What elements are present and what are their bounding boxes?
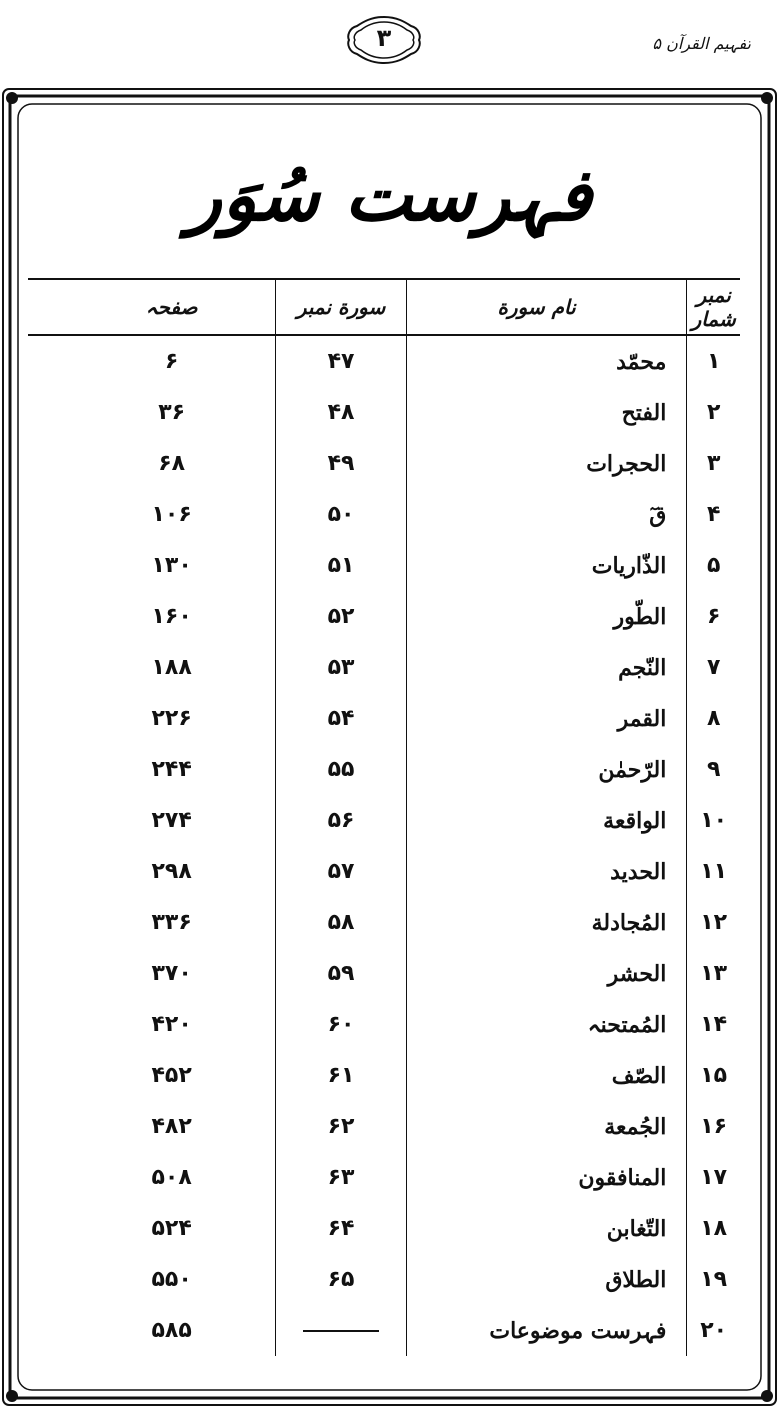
page-number-cell: ۵۲۴ xyxy=(151,1216,192,1241)
table-row xyxy=(28,1203,740,1254)
surah-name-cell: التّغابن xyxy=(406,1203,687,1254)
surah-number-cell: ۶۴ xyxy=(276,1203,406,1254)
page-number-cell: ۵۸۵ xyxy=(151,1318,192,1343)
surah-number-cell: ۵۹ xyxy=(276,948,406,999)
running-header: تفہیم القرآن ۵ xyxy=(652,34,751,53)
surah-name-cell: محمّد xyxy=(406,335,687,387)
table-row xyxy=(28,795,740,846)
surah-index-table xyxy=(28,278,740,1356)
page-number-medallion xyxy=(345,14,423,66)
serial-cell: ۱۳ xyxy=(687,948,740,999)
table-row xyxy=(28,540,740,591)
table-row xyxy=(28,387,740,438)
serial-cell: ۷ xyxy=(687,642,740,693)
serial-cell: ۴ xyxy=(687,489,740,540)
surah-number-cell: ۵۲ xyxy=(276,591,406,642)
surah-number-cell: ۵۴ xyxy=(276,693,406,744)
surah-number-cell: ۵۶ xyxy=(276,795,406,846)
surah-name-cell: الحدید xyxy=(406,846,687,897)
page-number: ۳ xyxy=(376,24,392,52)
page-number-cell: ۱۳۰ xyxy=(151,553,192,578)
surah-number-cell: ۴۹ xyxy=(276,438,406,489)
surah-name-cell: المنافقون xyxy=(406,1152,687,1203)
page-number-cell: ۵۰۸ xyxy=(151,1165,192,1190)
table-row xyxy=(28,948,740,999)
surah-number-cell: ۵۰ xyxy=(276,489,406,540)
serial-cell: ۱۲ xyxy=(687,897,740,948)
surah-number-cell xyxy=(276,1305,406,1356)
column-header-surah-number: سورة نمبر xyxy=(276,279,406,335)
table-row xyxy=(28,335,740,387)
surah-number-cell: ۵۱ xyxy=(276,540,406,591)
surah-name-cell: النّجم xyxy=(406,642,687,693)
surah-number-cell: ۶۳ xyxy=(276,1152,406,1203)
page-number-cell: ۳۶ xyxy=(158,400,186,425)
serial-cell: ۱۱ xyxy=(687,846,740,897)
page-number-cell: ۱۸۸ xyxy=(151,655,192,680)
serial-cell: ۱ xyxy=(687,335,740,387)
surah-number-cell: ۶۱ xyxy=(276,1050,406,1101)
serial-cell: ۶ xyxy=(687,591,740,642)
serial-cell: ۱۰ xyxy=(687,795,740,846)
serial-cell: ۱۹ xyxy=(687,1254,740,1305)
page-number-cell: ۱۶۰ xyxy=(151,604,192,629)
page-number-cell: ۴۵۲ xyxy=(151,1063,192,1088)
page-number-cell: ۴۸۲ xyxy=(151,1114,192,1139)
surah-name-cell: الواقعة xyxy=(406,795,687,846)
table-row xyxy=(28,1152,740,1203)
table-row xyxy=(28,489,740,540)
surah-number-cell: ۶۲ xyxy=(276,1101,406,1152)
table-row xyxy=(28,591,740,642)
page-number-cell: ۲۴۴ xyxy=(151,757,192,782)
column-header-page: صفحہ xyxy=(28,279,276,335)
page-number-cell: ۳۳۶ xyxy=(151,910,192,935)
serial-cell: ۲۰ xyxy=(687,1305,740,1356)
empty-dash xyxy=(303,1330,379,1332)
page-number-cell: ۴۲۰ xyxy=(151,1012,192,1037)
surah-name-cell: الرّحمٰن xyxy=(406,744,687,795)
column-header-surah-name: نام سورة xyxy=(406,279,687,335)
surah-name-cell: الفتح xyxy=(406,387,687,438)
table-row xyxy=(28,999,740,1050)
surah-number-cell: ۵۵ xyxy=(276,744,406,795)
serial-cell: ۱۶ xyxy=(687,1101,740,1152)
surah-name-cell: الطّور xyxy=(406,591,687,642)
surah-number-cell: ۵۷ xyxy=(276,846,406,897)
surah-name-cell: فہرست موضوعات xyxy=(406,1305,687,1356)
surah-name-cell: الحشر xyxy=(406,948,687,999)
table-header-row xyxy=(28,279,740,335)
page-number-cell: ۱۰۶ xyxy=(151,502,192,527)
serial-cell: ۱۸ xyxy=(687,1203,740,1254)
surah-name-cell: القمر xyxy=(406,693,687,744)
page-number-cell: ۳۷۰ xyxy=(151,961,192,986)
surah-number-cell: ۵۳ xyxy=(276,642,406,693)
table-row xyxy=(28,438,740,489)
serial-cell: ۵ xyxy=(687,540,740,591)
page-number-cell: ۲۷۴ xyxy=(151,808,192,833)
table-row xyxy=(28,642,740,693)
column-header-serial: نمبر شمار xyxy=(687,279,740,335)
page-number-cell: ۲۲۶ xyxy=(151,706,192,731)
page-number-cell: ۵۵۰ xyxy=(151,1267,192,1292)
surah-name-cell: الذّاریات xyxy=(406,540,687,591)
surah-name-cell: الصّف xyxy=(406,1050,687,1101)
table-row xyxy=(28,693,740,744)
page-title: فہرست سُوَر xyxy=(187,152,592,237)
serial-cell: ۸ xyxy=(687,693,740,744)
serial-cell: ۳ xyxy=(687,438,740,489)
surah-name-cell: الطلاق xyxy=(406,1254,687,1305)
surah-number-cell: ۴۸ xyxy=(276,387,406,438)
page-number-cell: ۶۸ xyxy=(158,451,186,476)
surah-name-cell: المُجادلة xyxy=(406,897,687,948)
surah-number-cell: ۵۸ xyxy=(276,897,406,948)
surah-name-cell: المُمتحنہ xyxy=(406,999,687,1050)
surah-name-cell: قٓ xyxy=(406,489,687,540)
serial-cell: ۱۷ xyxy=(687,1152,740,1203)
surah-name-cell: الجُمعة xyxy=(406,1101,687,1152)
table-row xyxy=(28,744,740,795)
table-row xyxy=(28,897,740,948)
page-number-cell: ۲۹۸ xyxy=(151,859,192,884)
surah-name-cell: الحجرات xyxy=(406,438,687,489)
table-row xyxy=(28,1254,740,1305)
table-row xyxy=(28,846,740,897)
serial-cell: ۹ xyxy=(687,744,740,795)
serial-cell: ۱۵ xyxy=(687,1050,740,1101)
serial-cell: ۲ xyxy=(687,387,740,438)
table-row xyxy=(28,1050,740,1101)
serial-cell: ۱۴ xyxy=(687,999,740,1050)
surah-number-cell: ۶۵ xyxy=(276,1254,406,1305)
page-number-cell: ۶ xyxy=(164,349,179,374)
surah-number-cell: ۶۰ xyxy=(276,999,406,1050)
surah-number-cell: ۴۷ xyxy=(276,335,406,387)
table-row xyxy=(28,1305,740,1356)
table-row xyxy=(28,1101,740,1152)
